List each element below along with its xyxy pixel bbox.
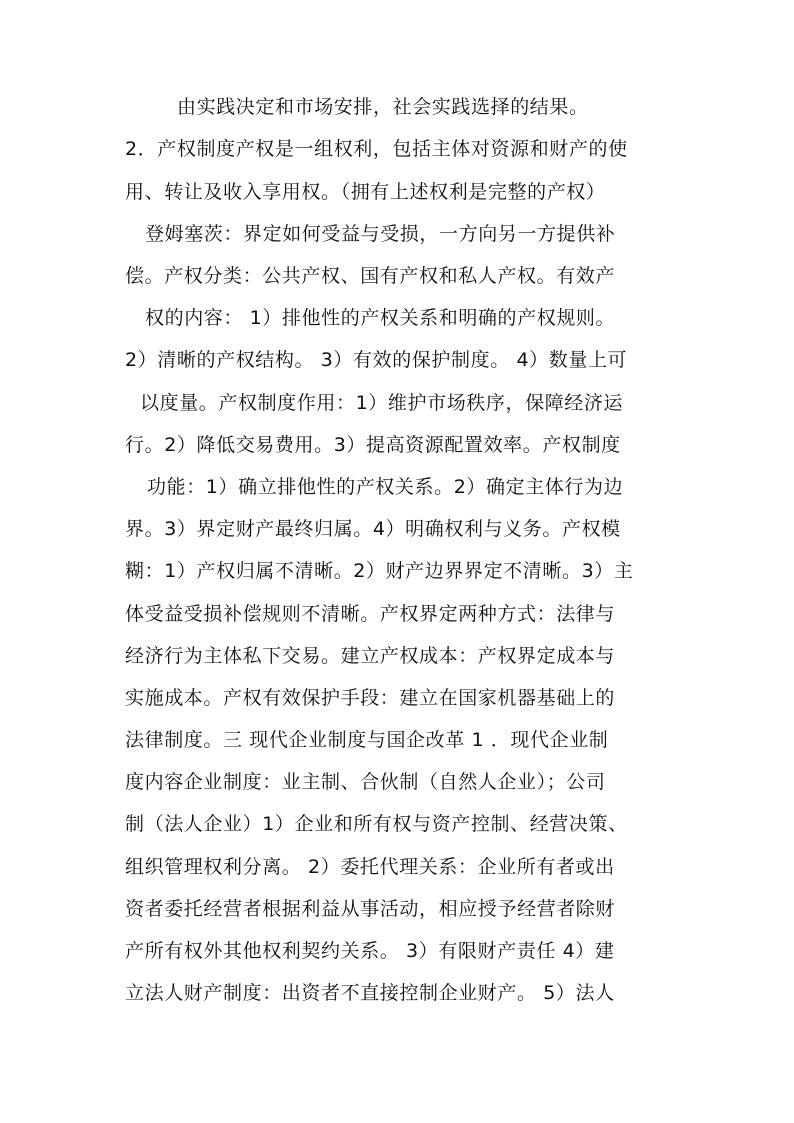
text-line: 制（法人企业）1）企业和所有权与资产控制、经营决策、	[125, 813, 628, 835]
text-line: 资者委托经营者根据利益从事活动，相应授予经营者除财	[125, 898, 616, 920]
text-line: 度内容企业制度：业主制、合伙制（自然人企业）；公司	[125, 771, 606, 793]
text-line: 产所有权外其他权利契约关系。 3）有限财产责任 4）建	[125, 940, 615, 962]
text-line: 界。3）界定财产最终归属。4）明确权利与义务。产权模	[125, 518, 621, 540]
text-line: 功能：1）确立排他性的产权关系。2）确定主体行为边	[147, 476, 624, 498]
text-line: 权的内容： 1）排他性的产权关系和明确的产权规则。	[145, 307, 616, 329]
text-line: 2．产权制度产权是一组权利，包括主体对资源和财产的使	[125, 138, 628, 160]
text-line: 经济行为主体私下交易。建立产权成本：产权界定成本与	[125, 645, 616, 667]
text-line: 偿。产权分类：公共产权、国有产权和私人产权。有效产	[125, 265, 616, 287]
text-line: 体受益受损补偿规则不清晰。产权界定两种方式：法律与	[125, 603, 616, 625]
text-line: 实施成本。产权有效保护手段：建立在国家机器基础上的	[125, 687, 616, 709]
text-line: 立法人财产制度：出资者不直接控制企业财产。 5）法人	[125, 982, 615, 1004]
text-line: 2）清晰的产权结构。 3）有效的保护制度。 4）数量上可	[125, 349, 628, 371]
text-line: 由实践决定和市场安排，社会实践选择的结果。	[177, 96, 589, 118]
text-line: 行。2）降低交易费用。3）提高资源配置效率。产权制度	[125, 434, 621, 456]
text-line: 糊：1）产权归属不清晰。2）财产边界界定不清晰。3）主	[125, 560, 634, 582]
text-line: 法律制度。三 现代企业制度与国企改革 1 ．现代企业制	[125, 729, 609, 751]
text-line: 登姆塞茨：界定如何受益与受损，一方向另一方提供补	[145, 223, 616, 245]
text-line: 以度量。产权制度作用：1）维护市场秩序，保障经济运	[140, 392, 624, 414]
text-line: 组织管理权利分离。 2）委托代理关系：企业所有者或出	[125, 856, 615, 878]
text-line: 用、转让及收入享用权。（拥有上述权利是完整的产权）	[125, 181, 606, 203]
